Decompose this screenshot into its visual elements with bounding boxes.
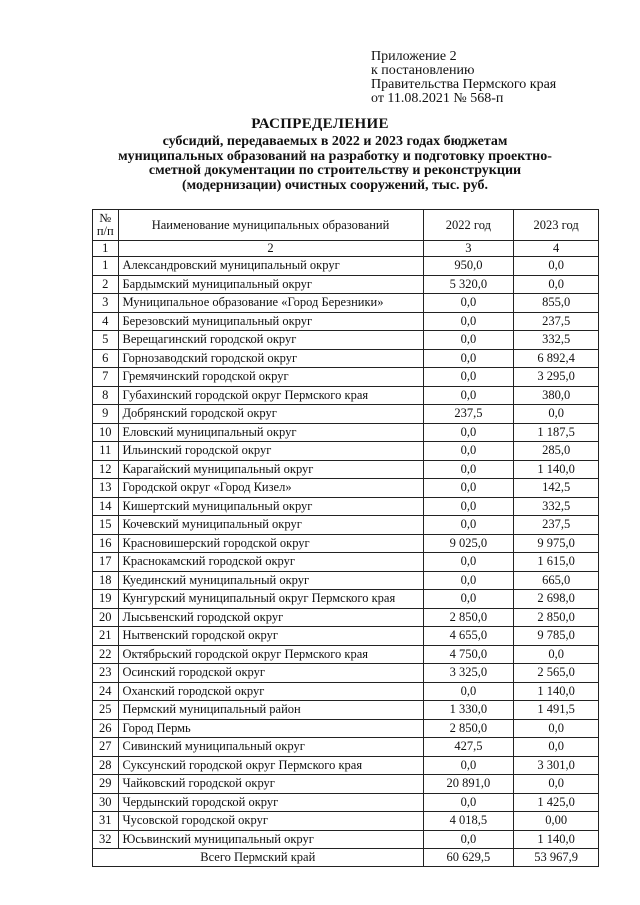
row-2023-value: 285,0 — [514, 442, 599, 461]
row-2022-value: 0,0 — [423, 756, 514, 775]
row-name: Городской округ «Город Кизел» — [118, 479, 423, 498]
table-row — [93, 479, 599, 498]
row-name: Оханский городской округ — [118, 682, 423, 701]
row-name: Добрянский городской округ — [118, 405, 423, 424]
table-row — [93, 627, 599, 646]
row-number: 9 — [93, 405, 119, 424]
row-number: 17 — [93, 553, 119, 572]
row-2023-value: 0,0 — [514, 645, 599, 664]
row-2023-value: 1 140,0 — [514, 830, 599, 849]
appendix-line: Приложение 2 — [371, 49, 457, 64]
row-2022-value: 0,0 — [423, 830, 514, 849]
row-name: Нытвенский городской округ — [118, 627, 423, 646]
appendix-line: Правительства Пермского края — [371, 77, 557, 92]
row-2023-value: 0,0 — [514, 275, 599, 294]
table-row — [93, 442, 599, 461]
row-name: Куединский муниципальный округ — [118, 571, 423, 590]
table-row — [93, 571, 599, 590]
appendix-line: к постановлению — [371, 63, 475, 78]
row-number: 26 — [93, 719, 119, 738]
row-2022-value: 0,0 — [423, 460, 514, 479]
row-number: 6 — [93, 349, 119, 368]
subsidy-table — [92, 209, 599, 867]
row-number: 14 — [93, 497, 119, 516]
row-2023-value: 142,5 — [514, 479, 599, 498]
row-2022-value: 0,0 — [423, 386, 514, 405]
row-number: 3 — [93, 294, 119, 313]
row-name: Чайковский городской округ — [118, 775, 423, 794]
row-name: Кочевский муниципальный округ — [118, 516, 423, 535]
header-name: Наименование муниципальных образований — [118, 210, 423, 241]
row-2023-value: 2 698,0 — [514, 590, 599, 609]
row-2023-value: 0,0 — [514, 775, 599, 794]
header-2023: 2023 год — [514, 210, 599, 241]
row-2022-value: 1 330,0 — [423, 701, 514, 720]
table-row — [93, 497, 599, 516]
row-2022-value: 3 325,0 — [423, 664, 514, 683]
document-title: РАСПРЕДЕЛЕНИЕ — [251, 116, 389, 132]
row-2022-value: 4 750,0 — [423, 645, 514, 664]
row-2023-value: 332,5 — [514, 331, 599, 350]
row-number: 18 — [93, 571, 119, 590]
row-2022-value: 0,0 — [423, 294, 514, 313]
row-2023-value: 237,5 — [514, 312, 599, 331]
table-row — [93, 756, 599, 775]
row-number: 20 — [93, 608, 119, 627]
row-2023-value: 855,0 — [514, 294, 599, 313]
row-name: Березовский муниципальный округ — [118, 312, 423, 331]
row-name: Карагайский муниципальный округ — [118, 460, 423, 479]
row-name: Чердынский городской округ — [118, 793, 423, 812]
table-row — [93, 534, 599, 553]
header-2022: 2022 год — [423, 210, 514, 241]
row-2022-value: 0,0 — [423, 312, 514, 331]
row-2022-value: 0,0 — [423, 682, 514, 701]
row-2023-value: 1 491,5 — [514, 701, 599, 720]
document-subtitle — [80, 135, 590, 193]
row-2023-value: 1 187,5 — [514, 423, 599, 442]
row-name: Краснокамский городской округ — [118, 553, 423, 572]
row-2022-value: 0,0 — [423, 442, 514, 461]
row-2022-value: 5 320,0 — [423, 275, 514, 294]
row-2023-value: 6 892,4 — [514, 349, 599, 368]
row-number: 19 — [93, 590, 119, 609]
total-label: Всего Пермский край — [93, 849, 424, 867]
table-row — [93, 608, 599, 627]
table-row — [93, 793, 599, 812]
row-2022-value: 0,0 — [423, 793, 514, 812]
index-cell: 4 — [514, 241, 599, 257]
row-number: 32 — [93, 830, 119, 849]
table-row — [93, 349, 599, 368]
table-header-row — [93, 210, 599, 241]
table-row — [93, 460, 599, 479]
row-2023-value: 0,0 — [514, 257, 599, 276]
subtitle-line: субсидий, передаваемых в 2022 и 2023 годах бюджетам — [162, 134, 508, 149]
row-name: Муниципальное образование «Город Березники» — [118, 294, 423, 313]
row-number: 15 — [93, 516, 119, 535]
row-2022-value: 2 850,0 — [423, 608, 514, 627]
row-2023-value: 3 295,0 — [514, 368, 599, 387]
row-2022-value: 20 891,0 — [423, 775, 514, 794]
row-number: 8 — [93, 386, 119, 405]
table-row — [93, 738, 599, 757]
row-2022-value: 950,0 — [423, 257, 514, 276]
row-number: 10 — [93, 423, 119, 442]
total-row — [93, 849, 599, 867]
row-name: Горнозаводский городской округ — [118, 349, 423, 368]
row-2023-value: 0,0 — [514, 738, 599, 757]
subtitle-line: сметной документации по строительству и реконструкции — [148, 163, 522, 178]
table-row — [93, 682, 599, 701]
row-2022-value: 0,0 — [423, 349, 514, 368]
row-2022-value: 427,5 — [423, 738, 514, 757]
row-2023-value: 1 615,0 — [514, 553, 599, 572]
row-2022-value: 0,0 — [423, 331, 514, 350]
table-row — [93, 590, 599, 609]
row-2023-value: 2 850,0 — [514, 608, 599, 627]
row-number: 24 — [93, 682, 119, 701]
row-number: 4 — [93, 312, 119, 331]
appendix-line: от 11.08.2021 № 568-п — [371, 91, 504, 106]
table-row — [93, 257, 599, 276]
row-number: 25 — [93, 701, 119, 720]
table-row — [93, 331, 599, 350]
row-2022-value: 4 655,0 — [423, 627, 514, 646]
subtitle-line: (модернизации) очистных сооружений, тыс. руб. — [182, 177, 488, 193]
row-name: Сивинский муниципальный округ — [118, 738, 423, 757]
row-2022-value: 0,0 — [423, 479, 514, 498]
row-number: 11 — [93, 442, 119, 461]
row-name: Александровский муниципальный округ — [118, 257, 423, 276]
row-2022-value: 0,0 — [423, 497, 514, 516]
row-2023-value: 9 975,0 — [514, 534, 599, 553]
row-name: Лысьвенский городской округ — [118, 608, 423, 627]
row-number: 23 — [93, 664, 119, 683]
row-2023-value: 237,5 — [514, 516, 599, 535]
row-name: Еловский муниципальный округ — [118, 423, 423, 442]
table-row — [93, 516, 599, 535]
row-2022-value: 9 025,0 — [423, 534, 514, 553]
row-name: Октябрьский городской округ Пермского края — [118, 645, 423, 664]
row-name: Бардымский муниципальный округ — [118, 275, 423, 294]
row-number: 5 — [93, 331, 119, 350]
row-2023-value: 0,0 — [514, 719, 599, 738]
row-name: Пермский муниципальный район — [118, 701, 423, 720]
total-2023: 53 967,9 — [514, 849, 599, 867]
table-row — [93, 368, 599, 387]
row-number: 31 — [93, 812, 119, 831]
table-row — [93, 405, 599, 424]
row-2023-value: 3 301,0 — [514, 756, 599, 775]
table-row — [93, 775, 599, 794]
row-2022-value: 0,0 — [423, 571, 514, 590]
row-2022-value: 0,0 — [423, 553, 514, 572]
row-number: 16 — [93, 534, 119, 553]
row-number: 13 — [93, 479, 119, 498]
table-row — [93, 719, 599, 738]
column-index-row — [93, 241, 599, 257]
row-2022-value: 4 018,5 — [423, 812, 514, 831]
row-number: 27 — [93, 738, 119, 757]
row-2023-value: 1 425,0 — [514, 793, 599, 812]
header-num — [93, 210, 119, 241]
row-number: 12 — [93, 460, 119, 479]
row-2022-value: 0,0 — [423, 516, 514, 535]
header-num-line1: № — [99, 211, 112, 225]
row-2022-value: 0,0 — [423, 423, 514, 442]
row-name: Гремячинский городской округ — [118, 368, 423, 387]
row-2022-value: 0,0 — [423, 590, 514, 609]
row-2023-value: 665,0 — [514, 571, 599, 590]
row-2023-value: 0,0 — [514, 405, 599, 424]
row-2023-value: 332,5 — [514, 497, 599, 516]
row-name: Чусовской городской округ — [118, 812, 423, 831]
row-name: Суксунский городской округ Пермского края — [118, 756, 423, 775]
table-row — [93, 553, 599, 572]
index-cell: 2 — [118, 241, 423, 257]
appendix-header — [371, 50, 556, 106]
table-row — [93, 812, 599, 831]
table-row — [93, 701, 599, 720]
row-number: 1 — [93, 257, 119, 276]
row-name: Верещагинский городской округ — [118, 331, 423, 350]
row-2022-value: 2 850,0 — [423, 719, 514, 738]
total-2022: 60 629,5 — [423, 849, 514, 867]
row-number: 22 — [93, 645, 119, 664]
table-row — [93, 312, 599, 331]
index-cell: 1 — [93, 241, 119, 257]
row-name: Красновишерский городской округ — [118, 534, 423, 553]
row-name: Кунгурский муниципальный округ Пермского края — [118, 590, 423, 609]
row-2022-value: 0,0 — [423, 368, 514, 387]
row-number: 7 — [93, 368, 119, 387]
row-2022-value: 237,5 — [423, 405, 514, 424]
row-2023-value: 1 140,0 — [514, 682, 599, 701]
row-name: Кишертский муниципальный округ — [118, 497, 423, 516]
table-row — [93, 645, 599, 664]
table-row — [93, 664, 599, 683]
table-row — [93, 275, 599, 294]
row-number: 2 — [93, 275, 119, 294]
row-2023-value: 1 140,0 — [514, 460, 599, 479]
row-number: 21 — [93, 627, 119, 646]
index-cell: 3 — [423, 241, 514, 257]
row-2023-value: 9 785,0 — [514, 627, 599, 646]
table-row — [93, 830, 599, 849]
table-row — [93, 386, 599, 405]
row-2023-value: 0,00 — [514, 812, 599, 831]
header-num-line2: п/п — [96, 224, 114, 238]
row-2023-value: 2 565,0 — [514, 664, 599, 683]
table-row — [93, 294, 599, 313]
row-name: Губахинский городской округ Пермского края — [118, 386, 423, 405]
subtitle-line: муниципальных образований на разработку и подготовку проектно- — [118, 148, 552, 164]
row-number: 30 — [93, 793, 119, 812]
table-row — [93, 423, 599, 442]
row-name: Город Пермь — [118, 719, 423, 738]
row-2023-value: 380,0 — [514, 386, 599, 405]
row-number: 28 — [93, 756, 119, 775]
row-name: Юсьвинский муниципальный округ — [118, 830, 423, 849]
row-name: Ильинский городской округ — [118, 442, 423, 461]
row-number: 29 — [93, 775, 119, 794]
row-name: Осинский городской округ — [118, 664, 423, 683]
